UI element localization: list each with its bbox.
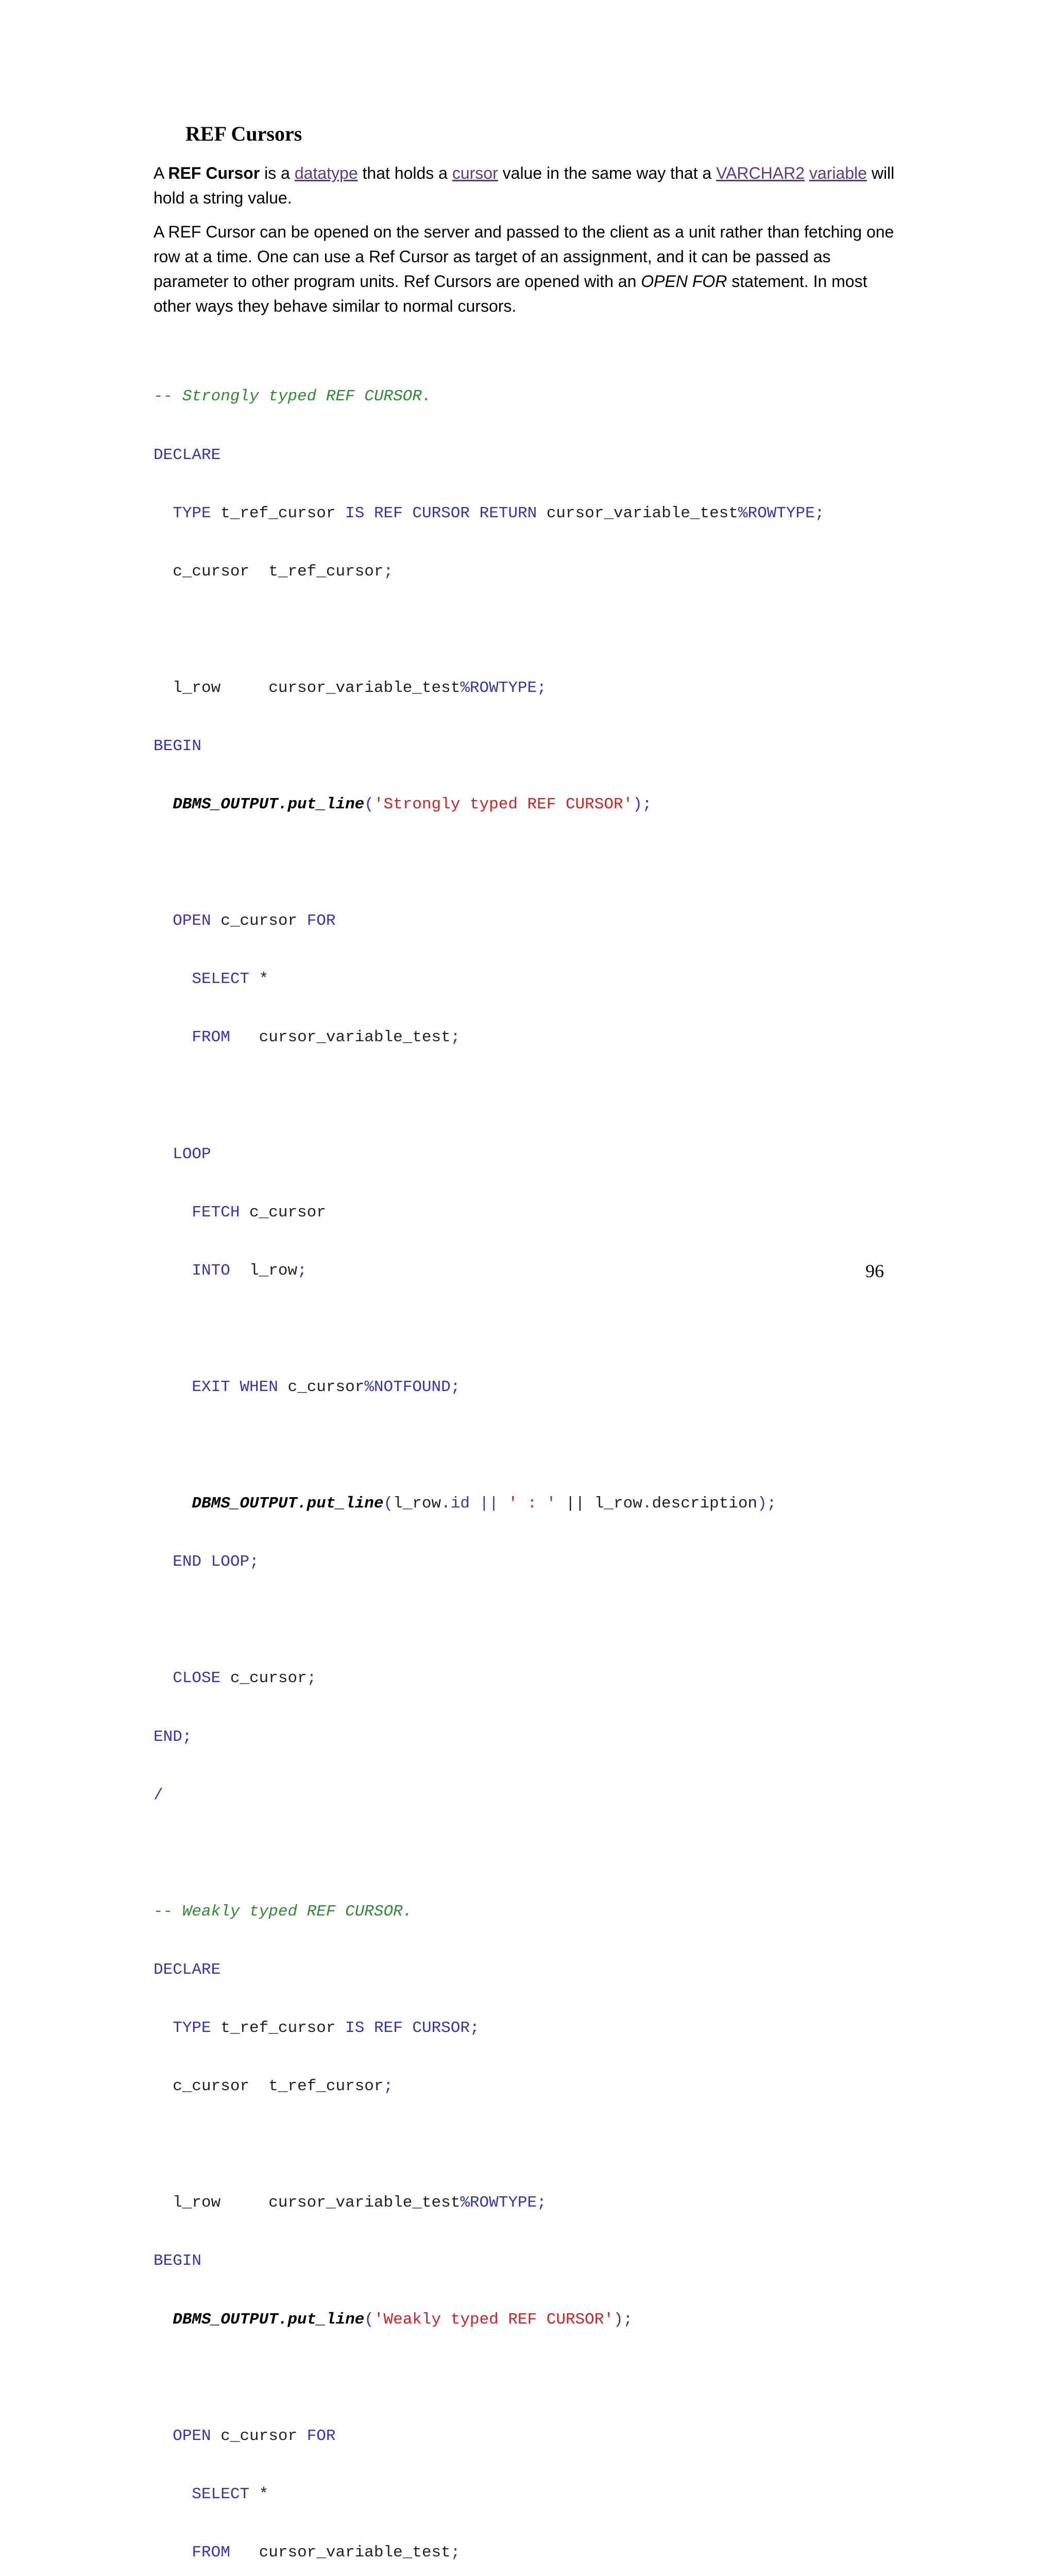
code-identifier: c_cursor: [173, 2077, 250, 2096]
code-line: TYPE t_ref_cursor IS REF CURSOR RETURN cursor_variable_test%ROWTYPE;: [173, 504, 825, 522]
code-line: DBMS_OUTPUT.put_line('Weakly typed REF CURSOR');: [173, 2310, 633, 2329]
code-keyword: SELECT: [192, 2485, 250, 2503]
code-keyword: IS: [345, 2019, 365, 2038]
code-identifier: l_row: [393, 1495, 441, 1513]
code-identifier: c_cursor: [230, 1669, 307, 1688]
code-identifier: t_ref_cursor: [220, 2019, 336, 2038]
code-operator: *: [259, 2485, 269, 2503]
code-line: [154, 911, 824, 931]
code-keyword: REF: [373, 504, 403, 522]
code-keyword: OPEN: [173, 912, 211, 930]
code-keyword: FOR: [307, 2427, 336, 2445]
code-identifier: cursor_variable_test: [259, 1028, 451, 1047]
open-for-term: OPEN FOR: [641, 272, 727, 291]
ref-cursor-term: REF Cursor: [168, 164, 260, 182]
code-keyword: DECLARE: [154, 446, 221, 464]
code-line: c_cursor t_ref_cursor;: [173, 562, 394, 581]
code-line: l_row cursor_variable_test%ROWTYPE;: [173, 2194, 547, 2212]
code-line: [154, 2368, 824, 2388]
code-identifier: cursor_variable_test: [268, 679, 461, 697]
description-paragraph: [154, 219, 906, 318]
code-line: FROM cursor_variable_test;: [192, 1028, 461, 1047]
code-keyword: .id: [441, 1495, 470, 1513]
code-line: END LOOP;: [173, 1553, 259, 1571]
code-line: [154, 1087, 824, 1106]
varchar2-link[interactable]: VARCHAR2: [716, 164, 805, 182]
code-keyword: EXIT: [192, 1378, 230, 1396]
code-line: [154, 2251, 824, 2271]
text-run: A: [154, 164, 168, 182]
code-keyword: TYPE: [173, 2019, 211, 2038]
code-identifier: t_ref_cursor: [268, 2077, 384, 2096]
code-line: FROM cursor_variable_test;: [192, 2543, 461, 2562]
code-function: DBMS_OUTPUT.put_line: [173, 795, 365, 814]
code-identifier: cursor_variable_test: [268, 2194, 461, 2212]
code-keyword: CURSOR: [412, 504, 470, 522]
code-keyword: LOOP: [211, 1553, 250, 1571]
code-identifier: l_row: [173, 679, 221, 697]
code-keyword: REF: [373, 2019, 403, 2038]
code-line: [154, 1436, 824, 1455]
code-line: [154, 387, 824, 406]
code-string: 'Strongly typed REF CURSOR': [373, 795, 633, 814]
code-line: [154, 2135, 824, 2155]
code-keyword: FOR: [307, 912, 336, 930]
code-identifier: l_row: [173, 2194, 221, 2212]
code-identifier: description: [652, 1495, 758, 1513]
datatype-link[interactable]: datatype: [294, 164, 358, 182]
code-identifier: c_cursor: [249, 1203, 326, 1222]
code-identifier: l_row: [594, 1495, 642, 1513]
code-line: c_cursor t_ref_cursor;: [173, 2077, 394, 2096]
code-line: [154, 1145, 824, 1164]
text-run: value in the same way that a: [498, 164, 717, 182]
code-identifier: t_ref_cursor: [220, 504, 336, 522]
code-string: ' : ': [508, 1495, 556, 1513]
code-line: [154, 1960, 824, 1980]
code-keyword: BEGIN: [154, 737, 202, 755]
code-function: DBMS_OUTPUT.put_line: [192, 1495, 384, 1513]
code-line: [154, 1902, 824, 1922]
code-string: 'Weakly typed REF CURSOR': [373, 2310, 614, 2329]
text-run: A REF Cursor can be opened on the server and passed to the client as a unit rather than fetching one row at a time. One can use a Ref Cursor as target of an assignment, and it can be passed as parameter to other program units. Ref Cursors are opened with an: [154, 223, 894, 291]
code-identifier: c_cursor: [173, 562, 250, 581]
code-identifier: cursor_variable_test: [259, 2543, 451, 2562]
code-line: END;: [154, 1727, 192, 1746]
cursor-link[interactable]: cursor: [452, 164, 498, 182]
code-keyword: %ROWTYPE: [460, 679, 537, 697]
code-keyword: IS: [345, 504, 365, 522]
code-line: [154, 1786, 824, 1805]
code-identifier: t_ref_cursor: [268, 562, 384, 581]
text-run: is a: [260, 164, 295, 182]
code-function: DBMS_OUTPUT.put_line: [173, 2310, 365, 2329]
code-identifier: cursor_variable_test: [546, 504, 738, 522]
code-line: [154, 737, 824, 756]
code-keyword: END: [173, 1553, 202, 1571]
code-line: [154, 2427, 824, 2446]
code-line: INTO l_row;: [192, 1261, 307, 1280]
code-keyword: FETCH: [192, 1203, 240, 1222]
code-line: [154, 1611, 824, 1630]
text-run: that holds a: [358, 164, 452, 182]
code-line: EXIT WHEN c_cursor%NOTFOUND;: [192, 1378, 461, 1396]
text-run: [805, 164, 809, 182]
code-keyword: DECLARE: [154, 1960, 221, 1979]
intro-paragraph: [154, 161, 906, 210]
code-operator: *: [259, 970, 269, 989]
code-comment: -- Weakly typed REF CURSOR.: [154, 1902, 413, 1921]
code-keyword: LOOP: [173, 1145, 211, 1163]
code-terminator: /: [154, 1786, 163, 1804]
code-identifier: l_row: [249, 1261, 298, 1280]
code-keyword: TYPE: [173, 504, 211, 522]
code-listing: [154, 348, 824, 2576]
code-line: [154, 970, 824, 989]
code-keyword: INTO: [192, 1261, 230, 1280]
code-line: [154, 446, 824, 465]
code-line: DBMS_OUTPUT.put_line(l_row.id || ' : ' || l_row.description);: [192, 1495, 777, 1513]
code-keyword: %ROWTYPE: [738, 504, 815, 522]
variable-link[interactable]: variable: [809, 164, 867, 182]
code-identifier: c_cursor: [220, 2427, 298, 2445]
page-number: 96: [865, 1261, 884, 1281]
code-keyword: %NOTFOUND: [364, 1378, 451, 1396]
code-keyword: FROM: [192, 1028, 230, 1047]
code-identifier: c_cursor: [287, 1378, 365, 1396]
code-line: [154, 620, 824, 640]
code-line: TYPE t_ref_cursor IS REF CURSOR;: [173, 2019, 480, 2038]
code-keyword: OPEN: [173, 2427, 211, 2445]
code-comment: -- Strongly typed REF CURSOR.: [154, 387, 432, 406]
code-keyword: SELECT: [192, 970, 250, 989]
code-keyword: CLOSE: [173, 1669, 221, 1688]
code-line: l_row cursor_variable_test%ROWTYPE;: [173, 679, 547, 697]
code-keyword: CURSOR: [412, 2019, 470, 2038]
code-keyword: RETURN: [479, 504, 537, 522]
code-line: [154, 2485, 824, 2504]
code-line: [154, 1203, 824, 1223]
text-run: statement. In most other ways they behave similar to normal cursors.: [154, 272, 867, 315]
code-line: CLOSE c_cursor;: [173, 1669, 317, 1688]
code-operator: ||: [565, 1495, 585, 1513]
code-line: [154, 1844, 824, 1863]
code-keyword: FROM: [192, 2543, 230, 2562]
text-run: will hold a string value.: [154, 164, 895, 207]
code-operator: ||: [479, 1495, 499, 1513]
section-heading: REF Cursors: [185, 122, 302, 145]
code-keyword: END: [154, 1727, 182, 1746]
code-keyword: BEGIN: [154, 2252, 202, 2270]
code-line: DBMS_OUTPUT.put_line('Strongly typed REF CURSOR');: [173, 795, 652, 814]
code-line: [154, 853, 824, 873]
code-keyword: %ROWTYPE: [460, 2194, 537, 2212]
code-line: [154, 1319, 824, 1339]
code-keyword: WHEN: [240, 1378, 278, 1396]
code-identifier: c_cursor: [220, 912, 298, 930]
